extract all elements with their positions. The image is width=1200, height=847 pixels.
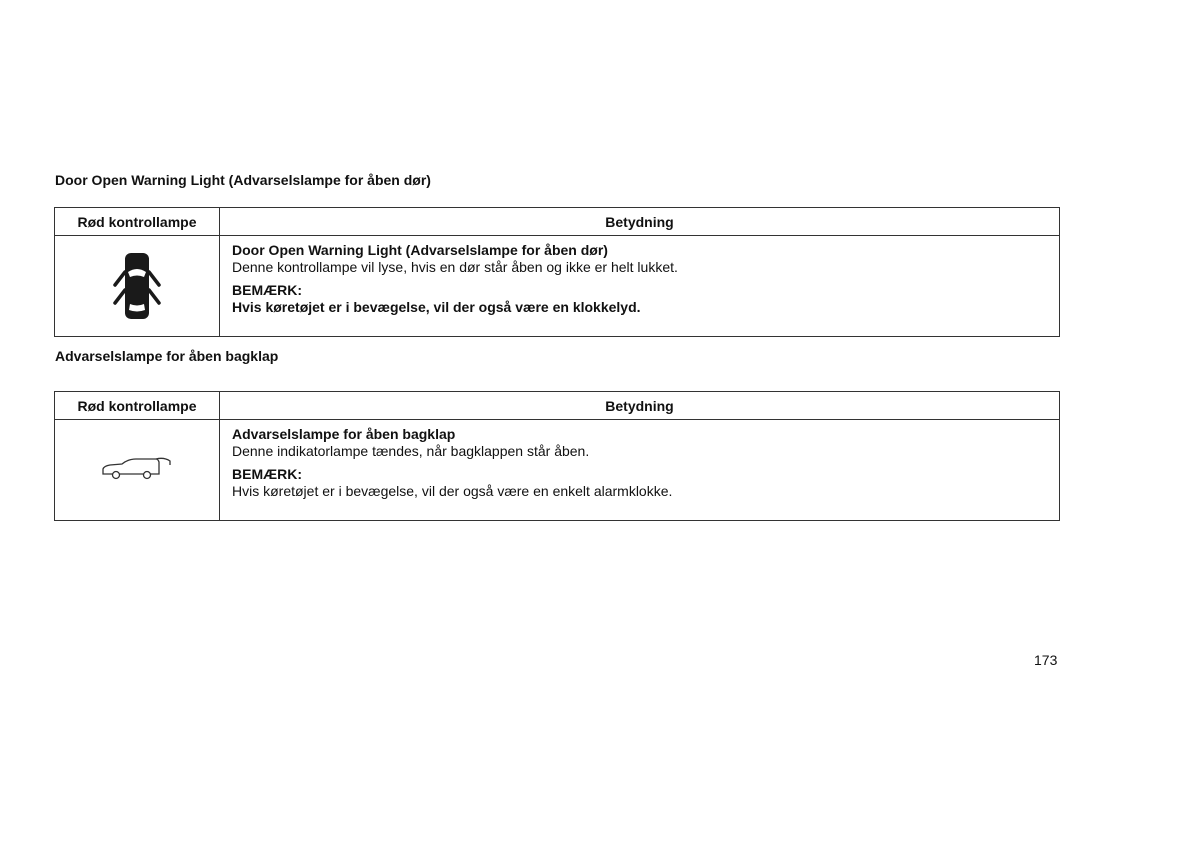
column-header-meaning: Betydning <box>220 392 1060 420</box>
icon-cell <box>55 420 220 521</box>
note-text: Hvis køretøjet er i bevægelse, vil der også være en klokkelyd. <box>232 299 641 315</box>
row-title: Advarselslampe for åben bagklap <box>232 426 456 442</box>
door-open-table <box>54 207 1060 337</box>
liftgate-open-icon <box>100 461 174 477</box>
icon-cell <box>55 236 220 337</box>
meaning-cell <box>220 236 1060 337</box>
section-title-door-open: Door Open Warning Light (Advarselslampe for åben dør) <box>55 172 431 188</box>
note-label: BEMÆRK: <box>232 282 302 298</box>
column-header-meaning: Betydning <box>220 208 1060 236</box>
note-label: BEMÆRK: <box>232 466 302 482</box>
page-number: 173 <box>1034 652 1058 668</box>
note-text: Hvis køretøjet er i bevægelse, vil der også være en enkelt alarmklokke. <box>232 483 673 499</box>
row-description: Denne indikatorlampe tændes, når bagklappen står åben. <box>232 443 590 459</box>
column-header-lamp: Rød kontrollampe <box>55 208 220 236</box>
meaning-cell <box>220 420 1060 521</box>
liftgate-table <box>54 391 1060 521</box>
column-header-lamp: Rød kontrollampe <box>55 392 220 420</box>
table-row <box>55 420 1060 521</box>
section-title-liftgate: Advarselslampe for åben bagklap <box>55 348 279 364</box>
table-header-row <box>55 392 1060 420</box>
row-description: Denne kontrollampe vil lyse, hvis en dør står åben og ikke er helt lukket. <box>232 259 678 275</box>
table-header-row <box>55 208 1060 236</box>
row-title: Door Open Warning Light (Advarselslampe for åben dør) <box>232 242 608 258</box>
table-row <box>55 236 1060 337</box>
door-open-car-icon <box>111 277 163 293</box>
